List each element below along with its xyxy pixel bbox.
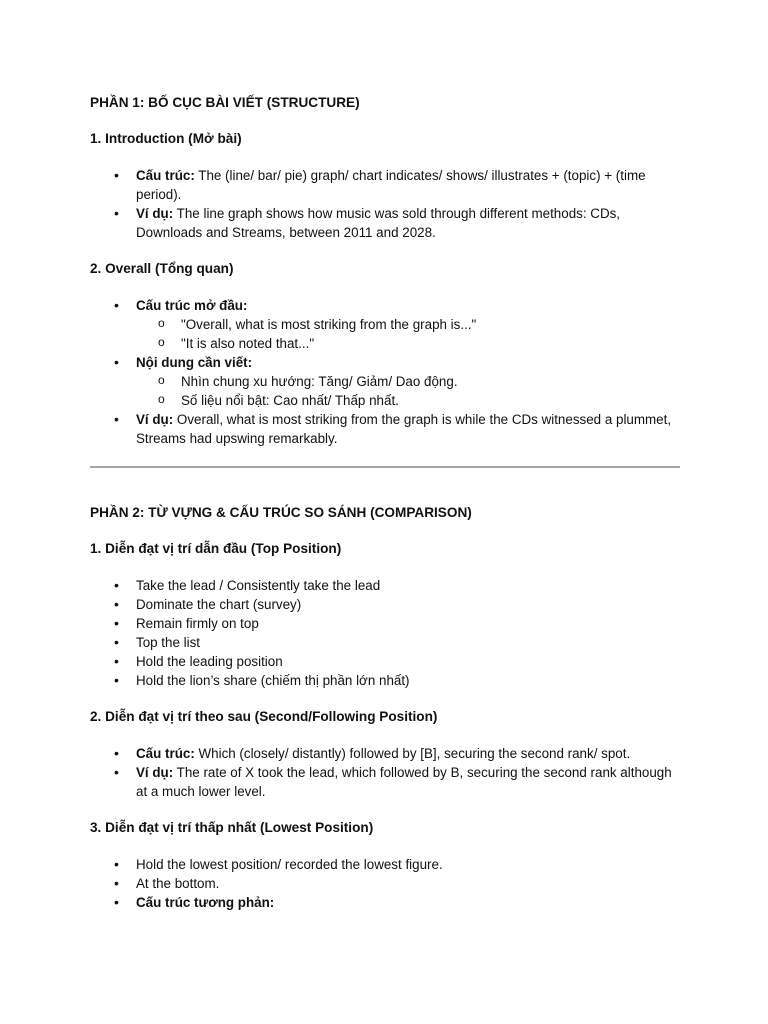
document-content xyxy=(90,93,680,912)
list-item: • Remain firmly on top xyxy=(90,614,680,633)
list-item: • Top the list xyxy=(90,633,680,652)
opening-sublist xyxy=(136,315,680,353)
list-item: • Hold the lowest position/ recorded the lowest figure. xyxy=(90,855,680,874)
lowest-position-heading: 3. Diễn đạt vị trí thấp nhất (Lowest Position) xyxy=(90,820,374,835)
part1-title: PHẦN 1: BỐ CỤC BÀI VIẾT (STRUCTURE) xyxy=(90,95,360,110)
sub-list-item: o Nhìn chung xu hướng: Tăng/ Giảm/ Dao động. xyxy=(90,372,680,391)
structure-text: The (line/ bar/ pie) graph/ chart indicates/ shows/ illustrates + (topic) + (time period). xyxy=(136,168,646,202)
example-text: The line graph shows how music was sold through different methods: CDs, Downloads and Streams, between 2011 and 2028. xyxy=(136,206,621,240)
example-text: The rate of X took the lead, which followed by B, securing the second rank although at a much lower level. xyxy=(136,765,672,799)
list-item xyxy=(90,204,680,242)
contrast-label: Cấu trúc tương phản: xyxy=(136,895,275,910)
content-sublist xyxy=(136,372,680,410)
list-item: • Dominate the chart (survey) xyxy=(90,595,680,614)
list-item: • Hold the lion’s share (chiếm thị phần lớn nhất) xyxy=(90,671,680,690)
structure-label: Cấu trúc: xyxy=(136,168,195,183)
list-item xyxy=(90,353,680,410)
example-label: Ví dụ: xyxy=(136,765,174,780)
list-item: • At the bottom. xyxy=(90,874,680,893)
overall-heading: 2. Overall (Tổng quan) xyxy=(90,261,234,276)
top-position-heading: 1. Diễn đạt vị trí dẫn đầu (Top Position) xyxy=(90,541,342,556)
list-item: • Take the lead / Consistently take the lead xyxy=(90,576,680,595)
list-item xyxy=(90,893,680,912)
part2-title: PHẦN 2: TỪ VỰNG & CẤU TRÚC SO SÁNH (COMPARISON) xyxy=(90,505,472,520)
opening-label: Cấu trúc mở đầu: xyxy=(136,298,248,313)
list-item xyxy=(90,296,680,353)
example-label: Ví dụ: xyxy=(136,206,174,221)
content-label: Nội dung cần viết: xyxy=(136,355,253,370)
overall-list xyxy=(90,296,680,448)
structure-label: Cấu trúc: xyxy=(136,746,195,761)
intro-list xyxy=(90,166,680,242)
sub-list-item: o "Overall, what is most striking from the graph is..." xyxy=(90,315,680,334)
second-position-heading: 2. Diễn đạt vị trí theo sau (Second/Following Position) xyxy=(90,709,438,724)
example-text: Overall, what is most striking from the graph is while the CDs witnessed a plummet, Streams had upswing remarkably. xyxy=(136,412,672,446)
list-item xyxy=(90,744,680,763)
sub-list-item: o "It is also noted that..." xyxy=(90,334,680,353)
second-position-list xyxy=(90,744,680,801)
structure-text: Which (closely/ distantly) followed by [B], securing the second rank/ spot. xyxy=(194,746,631,761)
list-item xyxy=(90,166,680,204)
list-item xyxy=(90,410,680,448)
list-item xyxy=(90,763,680,801)
example-label: Ví dụ: xyxy=(136,412,174,427)
lowest-position-list xyxy=(90,855,680,912)
list-item: • Hold the leading position xyxy=(90,652,680,671)
top-position-list xyxy=(90,576,680,690)
sub-list-item: o Số liệu nổi bật: Cao nhất/ Thấp nhất. xyxy=(90,391,680,410)
intro-heading: 1. Introduction (Mở bài) xyxy=(90,131,242,146)
